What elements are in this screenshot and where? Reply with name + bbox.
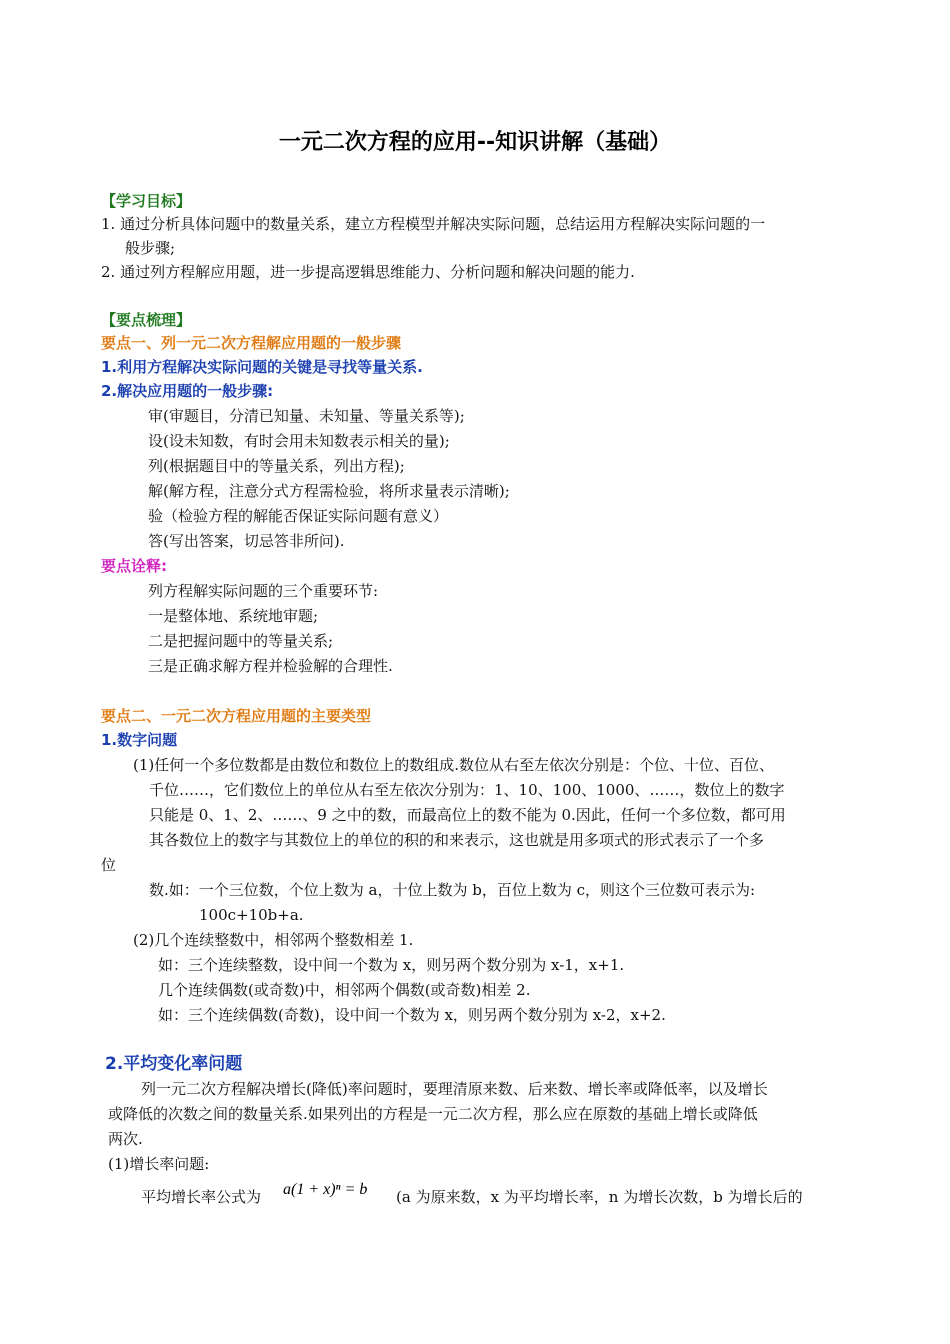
point2-heading: 要点二、一元二次方程应用题的主要类型 [101,707,372,725]
review-heading: 【要点梳理】 [101,311,192,329]
step-da: 答(写出答案，切忌答非所问). [148,532,345,550]
consecutive-line-1: (2)几个连续整数中，相邻两个整数相差 1. [133,931,414,949]
digit-line-2: 千位……，它们数位上的单位从右至左依次分别为：1、10、100、1000、……，数位上的数字 [149,781,785,799]
digit-line-6: 数.如：一个三位数，个位上数为 a，十位上数为 b，百位上数为 c，则这个三位数可表示为: [149,881,756,899]
point1-sub2: 2.解决应用题的一般步骤: [101,382,274,400]
growth-formula-suffix: (a 为原来数，x 为平均增长率，n 为增长次数，b 为增长后的 [396,1188,803,1206]
step-yan: 验（检验方程的解能否保证实际问题有意义） [148,507,449,525]
digit-line-4: 其各数位上的数字与其数位上的单位的积的和来表示，这也就是用多项式的形式表示了一个多 [149,831,765,849]
page-title: 一元二次方程的应用--知识讲解（基础） [278,130,672,155]
note-heading: 要点诠释: [101,557,167,575]
point1-heading: 要点一、列一元二次方程解应用题的一般步骤 [101,334,402,352]
goal-item-1: 1. 通过分析具体问题中的数量关系，建立方程模型并解决实际问题，总结运用方程解决实际问题的一 [101,215,766,233]
digit-line-5: 位 [101,856,117,874]
goals-heading: 【学习目标】 [101,192,192,210]
goal-item-2: 2. 通过列方程解应用题，进一步提高逻辑思维能力、分析问题和解决问题的能力. [101,263,635,281]
goal-item-1-cont: 般步骤; [125,239,176,257]
consecutive-line-4: 如：三个连续偶数(奇数)，设中间一个数为 x，则另两个数分别为 x-2，x+2. [158,1006,666,1024]
note-line-4: 三是正确求解方程并检验解的合理性. [148,657,393,675]
growth-formula: a(1 + x)ⁿ = b [283,1181,368,1198]
step-lie: 列(根据题目中的等量关系，列出方程); [148,457,405,475]
consecutive-line-3: 几个连续偶数(或奇数)中，相邻两个偶数(或奇数)相差 2. [158,981,531,999]
rate-para-2: 或降低的次数之间的数量关系.如果列出的方程是一元二次方程，那么应在原数的基础上增长或降低 [108,1105,758,1123]
rate-para-3: 两次. [108,1130,143,1148]
note-line-2: 一是整体地、系统地审题; [148,607,319,625]
rate-para-1: 列一元二次方程解决增长(降低)率问题时，要理清原来数、后来数、增长率或降低率，以及增长 [141,1080,768,1098]
note-line-3: 二是把握问题中的等量关系; [148,632,334,650]
point2-sub2: 2.平均变化率问题 [105,1054,243,1074]
digit-line-7: 100c+10b+a. [199,906,304,924]
step-jie: 解(解方程，注意分式方程需检验，将所求量表示清晰); [148,482,510,500]
growth-formula-prefix: 平均增长率公式为 [141,1188,262,1206]
step-she: 设(设未知数，有时会用未知数表示相关的量); [148,432,450,450]
growth-heading: (1)增长率问题: [108,1155,210,1173]
point1-sub1: 1.利用方程解决实际问题的关键是寻找等量关系. [101,358,423,376]
note-line-1: 列方程解实际问题的三个重要环节: [148,582,379,600]
step-shen: 审(审题目，分清已知量、未知量、等量关系等); [148,407,465,425]
consecutive-line-2: 如：三个连续整数，设中间一个数为 x，则另两个数分别为 x-1，x+1. [158,956,625,974]
point2-sub1: 1.数字问题 [101,731,178,749]
digit-line-3: 只能是 0、1、2、……、9 之中的数，而最高位上的数不能为 0.因此，任何一个多位数，都可用 [149,806,786,824]
digit-line-1: (1)任何一个多位数都是由数位和数位上的数组成.数位从右至左依次分别是：个位、十位、百位、 [133,756,775,774]
